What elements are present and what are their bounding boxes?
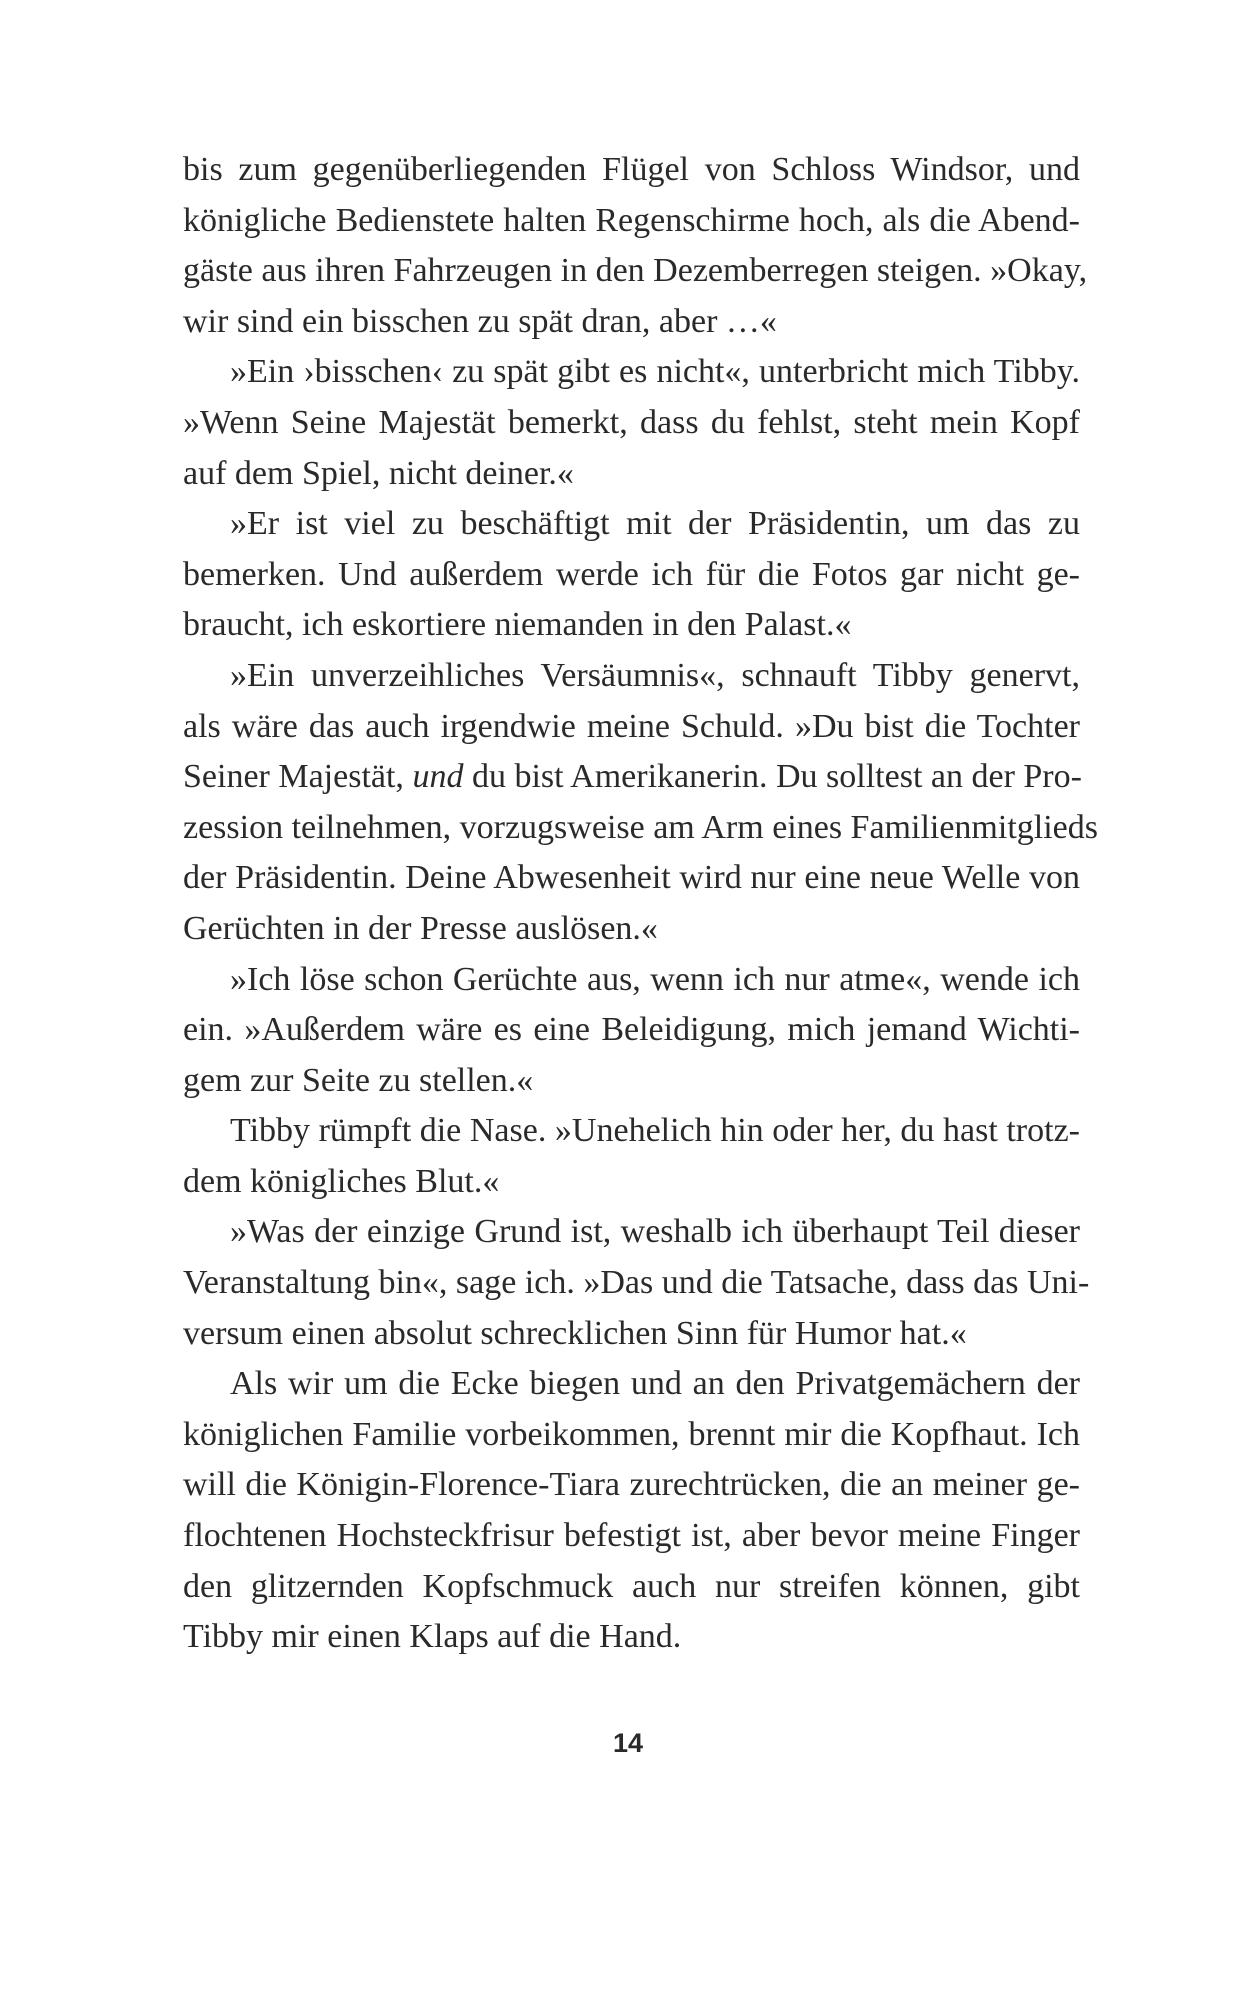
text-line: Tibby rümpft die Nase. »Unehelich hin oder her, du hast trotz-	[230, 1112, 1080, 1150]
text-line: »Ein unverzeihliches Versäumnis«, schnauft Tibby genervt,	[230, 656, 1080, 694]
text-segment: du bist Amerikanerin. Du solltest an der Pro-	[463, 758, 1082, 796]
text-line: den glitzernden Kopfschmuck auch nur streifen können, gibt	[183, 1567, 1080, 1605]
text-line: bis zum gegenüberliegenden Flügel von Schloss Windsor, und	[183, 151, 1080, 188]
paragraph	[183, 1207, 1090, 1359]
text-line: dem königliches Blut.«	[183, 1162, 500, 1200]
text-segment: Seiner Majestät,	[183, 758, 413, 796]
text-line: Als wir um die Ecke biegen und an den Privatgemächern der	[230, 1365, 1080, 1403]
text-line: will die Königin-Florence-Tiara zurechtrücken, die an meiner ge-	[183, 1466, 1080, 1504]
text-line: als wäre das auch irgendwie meine Schuld. »Du bist die Tochter	[183, 707, 1080, 745]
text-line: braucht, ich eskortiere niemanden in den Palast.«	[183, 606, 852, 644]
paragraph	[183, 1106, 1080, 1207]
text-line: auf dem Spiel, nicht deiner.«	[183, 454, 574, 492]
page-number: 14	[612, 1728, 644, 1758]
text-line: königliche Bedienstete halten Regenschirme hoch, als die Abend-	[183, 201, 1080, 239]
text-line: Tibby mir einen Klaps auf die Hand.	[183, 1618, 682, 1656]
emphasized-word: und	[412, 758, 464, 796]
text-line: gäste aus ihren Fahrzeugen in den Dezemberregen steigen. »Okay,	[183, 252, 1088, 290]
text-line: »Er ist viel zu beschäftigt mit der Präsidentin, um das zu	[230, 505, 1080, 543]
text-line	[183, 752, 1080, 803]
text-line: ein. »Außerdem wäre es eine Beleidigung, mich jemand Wichti-	[183, 1011, 1080, 1049]
paragraph	[183, 347, 1080, 499]
text-line: wir sind ein bisschen zu spät dran, aber …«	[183, 302, 777, 340]
text-line: flochtenen Hochsteckfrisur befestigt ist, aber bevor meine Finger	[183, 1517, 1080, 1555]
text-line: »Ich löse schon Gerüchte aus, wenn ich nur atme«, wende ich	[230, 960, 1080, 998]
text-line: »Ein ›bisschen‹ zu spät gibt es nicht«, unterbricht mich Tibby.	[230, 353, 1080, 391]
paragraph	[183, 955, 1080, 1107]
body-text	[183, 145, 1098, 1663]
text-line: gem zur Seite zu stellen.«	[183, 1061, 534, 1099]
text-line: Gerüchten in der Presse auslösen.«	[183, 909, 658, 947]
text-line: versum einen absolut schrecklichen Sinn für Humor hat.«	[183, 1314, 967, 1352]
text-line: der Präsidentin. Deine Abwesenheit wird nur eine neue Welle von	[183, 859, 1080, 897]
text-line: »Was der einzige Grund ist, weshalb ich überhaupt Teil dieser	[230, 1213, 1080, 1251]
paragraph	[183, 1359, 1080, 1663]
paragraph	[183, 145, 1088, 347]
text-line: zession teilnehmen, vorzugsweise am Arm eines Familienmitglieds	[183, 808, 1098, 846]
text-line: Veranstaltung bin«, sage ich. »Das und die Tatsache, dass das Uni-	[183, 1264, 1090, 1302]
text-line: bemerken. Und außerdem werde ich für die Fotos gar nicht ge-	[183, 555, 1080, 593]
text-line: »Wenn Seine Majestät bemerkt, dass du fehlst, steht mein Kopf	[183, 403, 1080, 441]
paragraph	[183, 499, 1080, 651]
paragraph	[183, 651, 1098, 955]
text-line: königlichen Familie vorbeikommen, brennt mir die Kopfhaut. Ich	[183, 1415, 1080, 1453]
